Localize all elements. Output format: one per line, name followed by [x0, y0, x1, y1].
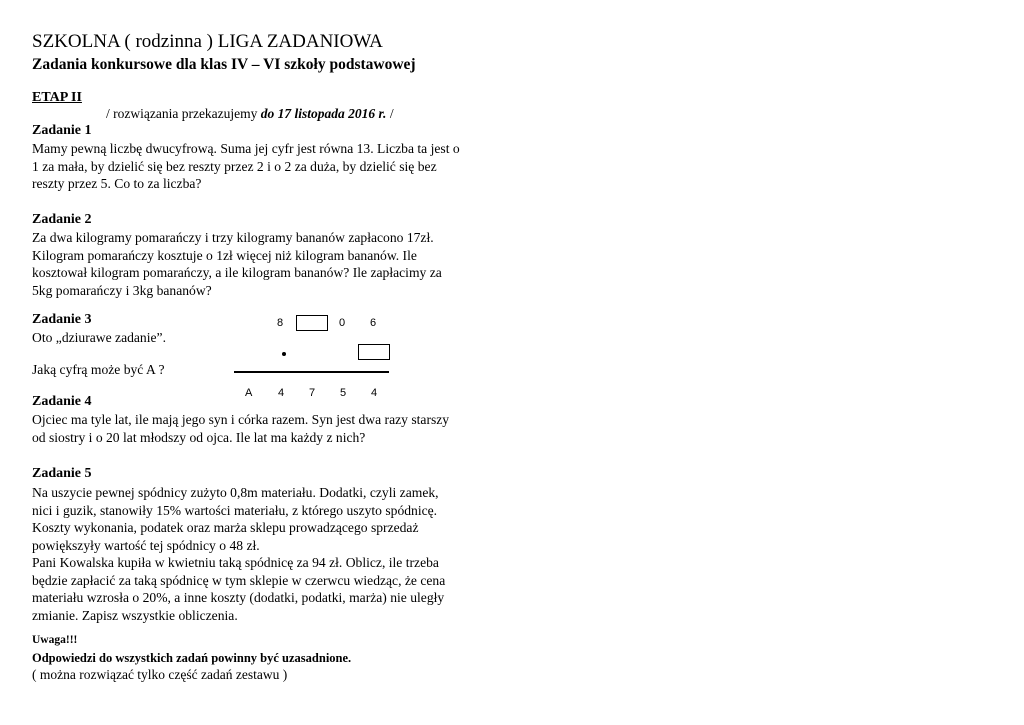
text-line: reszty przez 5. Co to za liczba? [32, 176, 202, 191]
warning-label: Uwaga!!! [32, 634, 78, 646]
puzzle-digit: 7 [309, 387, 316, 399]
puzzle-blank-box [296, 315, 328, 331]
text-line: materiału wzrosła o 20%, a inne koszty (dodatki, podatki, marża) nie uległy [32, 590, 445, 605]
text-line: Pani Kowalska kupiła w kwietniu taką spódnicę za 94 zł. Oblicz, ile trzeba [32, 555, 439, 570]
text-line: Na uszycie pewnej spódnicy zużyto 0,8m materiału. Dodatki, czyli zamek, [32, 485, 439, 500]
text-line: nici i guzik, stanowiły 15% wartości materiału, z którego uszyto spódnicę. [32, 502, 438, 518]
deadline-note [106, 105, 394, 122]
text-line: zmianie. Zapisz wszystkie obliczenia. [32, 607, 238, 623]
task-3-heading: Zadanie 3 [32, 312, 92, 327]
stage-label: ETAP II [32, 90, 82, 105]
text-line: powiększyły wartość tej spódnicy o 48 zł. [32, 537, 260, 553]
puzzle-blank-box [358, 344, 390, 360]
text-line: kosztował kilogram pomarańczy, a ile kilogram bananów? Ile zapłacimy za [32, 265, 442, 280]
task-1-text [32, 140, 502, 193]
deadline-prefix: / rozwiązania przekazujemy [106, 106, 261, 121]
puzzle-digit: 4 [278, 387, 285, 399]
text-line: 5kg pomarańczy i 3kg bananów? [32, 282, 212, 298]
text-line: Mamy pewną liczbę dwucyfrową. Suma jej cyfr jest równa 13. Liczba ta jest o [32, 141, 460, 156]
deadline-suffix: / [386, 106, 394, 121]
task-3-question: Jaką cyfrą może być A ? [32, 362, 165, 377]
puzzle-digit: 0 [339, 317, 346, 329]
text-line: Za dwa kilogramy pomarańczy i trzy kilogramy bananów zapłacono 17zł. [32, 230, 434, 245]
deadline-date: do 17 listopada 2016 r. [260, 106, 387, 121]
task-4-text [32, 411, 502, 446]
task-2-text [32, 229, 502, 299]
task-5-text [32, 484, 502, 624]
text-line: 1 za mała, by dzielić się bez reszty przez 2 i o 2 za duża, by dzielić się bez [32, 158, 437, 174]
footer-instruction: Odpowiedzi do wszystkich zadań powinny być uzasadnione. [32, 651, 352, 665]
result-line [234, 371, 389, 373]
task-1-heading: Zadanie 1 [32, 123, 92, 138]
task-3-intro: Oto „dziurawe zadanie”. [32, 330, 166, 345]
text-line: Ojciec ma tyle lat, ile mają jego syn i córka razem. Syn jest dwa razy starszy [32, 412, 450, 427]
multiplication-puzzle [228, 312, 408, 404]
text-line: Koszty wykonania, podatek oraz marża sklepu prowadzącego sprzedaż [32, 520, 419, 535]
page-title: SZKOLNA ( rodzinna ) LIGA ZADANIOWA [32, 31, 383, 52]
puzzle-digit: 4 [371, 387, 378, 399]
task-4-heading: Zadanie 4 [32, 394, 92, 409]
puzzle-result-letter: A [245, 387, 253, 399]
task-2-heading: Zadanie 2 [32, 212, 92, 227]
task-5-heading: Zadanie 5 [32, 466, 92, 481]
puzzle-digit: 6 [370, 317, 377, 329]
text-line: Kilogram pomarańczy kosztuje o 1zł więcej niż kilogram bananów. Ile [32, 247, 417, 263]
puzzle-digit: 8 [277, 317, 284, 329]
footer-note: ( można rozwiązać tylko część zadań zestawu ) [32, 667, 288, 682]
multiplication-dot [282, 352, 286, 356]
text-line: od siostry i o 20 lat młodszy od ojca. Ile lat ma każdy z nich? [32, 429, 366, 445]
puzzle-digit: 5 [340, 387, 347, 399]
page-subtitle: Zadania konkursowe dla klas IV – VI szkoły podstawowej [32, 56, 416, 73]
text-line: będzie zapłacić za taką spódnicę w tym sklepie w czerwcu wiedząc, że cena [32, 572, 446, 588]
